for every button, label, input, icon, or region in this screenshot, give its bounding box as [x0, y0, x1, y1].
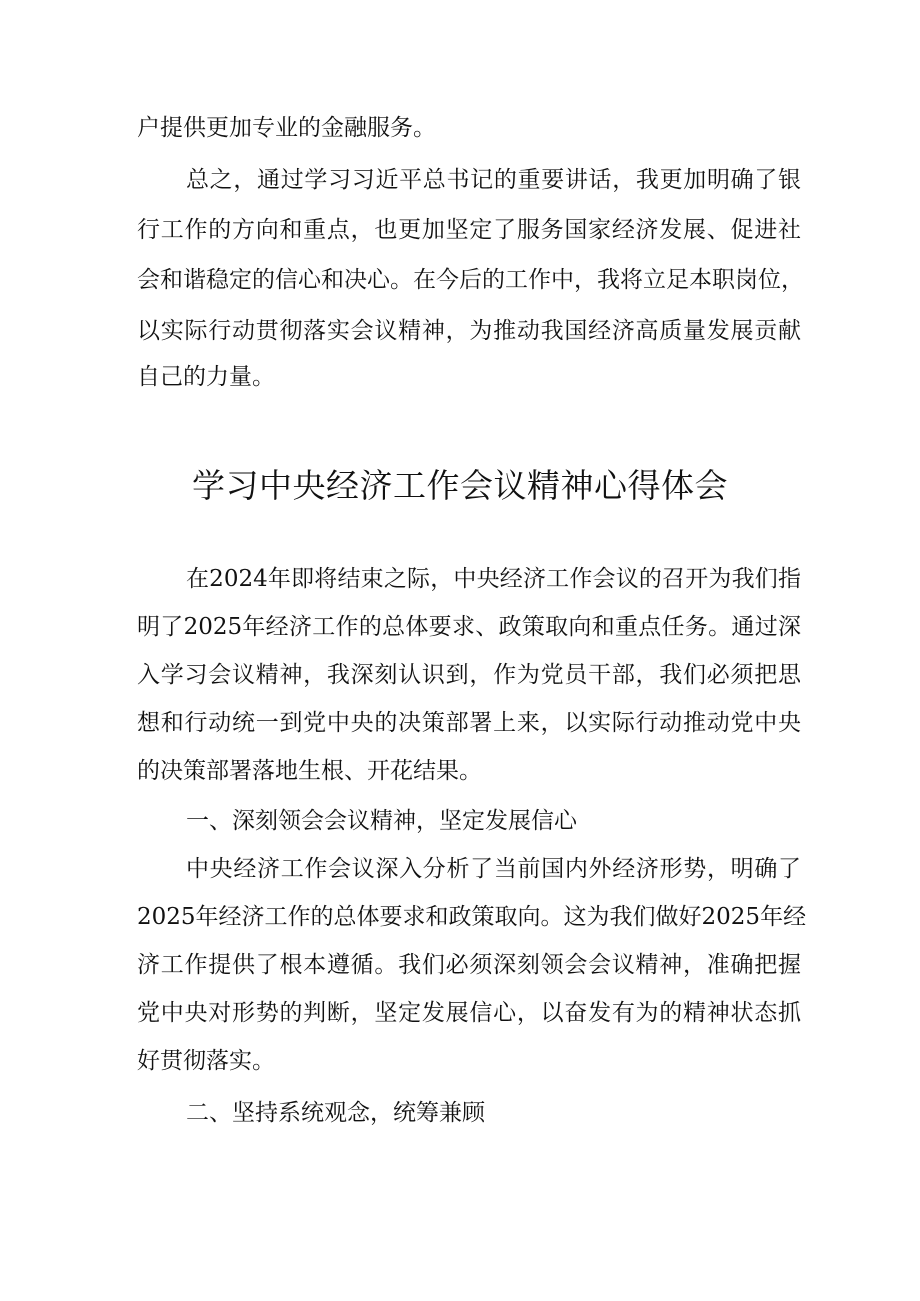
- prev-line-5: 以实际行动贯彻落实会议精神，为推动我国经济高质量发展贡献: [137, 318, 801, 344]
- intro-line-1: 在2024年即将结束之际，中央经济工作会议的召开为我们指: [186, 566, 801, 592]
- intro-line-5: 的决策部署落地生根、开花结果。: [137, 758, 482, 784]
- prev-line-1: 户提供更加专业的金融服务。: [137, 115, 436, 141]
- intro-line-3: 入学习会议精神，我深刻认识到，作为党员干部，我们必须把思: [137, 662, 801, 688]
- intro-line-4: 想和行动统一到党中央的决策部署上来，以实际行动推动党中央: [137, 710, 801, 736]
- prev-line-3: 行工作的方向和重点，也更加坚定了服务国家经济发展、促进社: [137, 217, 801, 243]
- prev-line-2: 总之，通过学习习近平总书记的重要讲话，我更加明确了银: [186, 167, 801, 193]
- section-heading-1: 一、深刻领会会议精神，坚定发展信心: [186, 808, 577, 834]
- article-title: 学习中央经济工作会议精神心得体会: [192, 466, 728, 505]
- prev-line-6: 自己的力量。: [137, 364, 275, 390]
- prev-line-4: 会和谐稳定的信心和决心。在今后的工作中，我将立足本职岗位，: [137, 267, 804, 293]
- section-heading-2: 二、坚持系统观念，统筹兼顾: [186, 1100, 485, 1126]
- intro-line-2: 明了2025年经济工作的总体要求、政策取向和重点任务。通过深: [137, 614, 801, 640]
- section1-line-1: 中央经济工作会议深入分析了当前国内外经济形势，明确了: [186, 856, 801, 882]
- section1-line-4: 党中央对形势的判断，坚定发展信心，以奋发有为的精神状态抓: [137, 1000, 801, 1026]
- section1-line-3: 济工作提供了根本遵循。我们必须深刻领会会议精神，准确把握: [137, 952, 801, 978]
- section1-line-5: 好贯彻落实。: [137, 1048, 275, 1074]
- section1-line-2: 2025年经济工作的总体要求和政策取向。这为我们做好2025年经: [137, 904, 807, 930]
